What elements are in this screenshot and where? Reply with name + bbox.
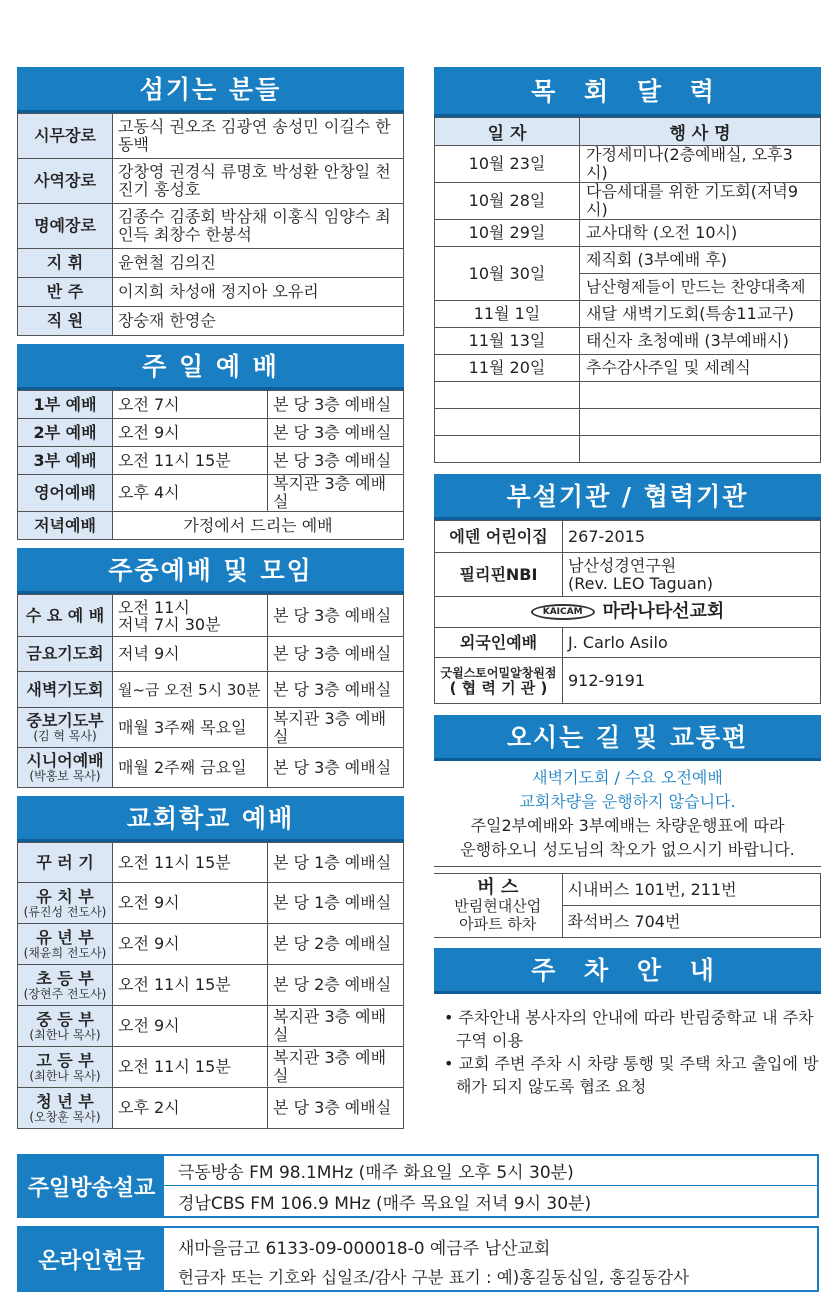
offering-line: 새마을금고 6133-09-000018-0 예금주 남산교회 [178, 1239, 551, 1259]
bus-route: 좌석버스 704번 [562, 906, 821, 938]
sunday-table [17, 390, 404, 540]
school-label-text: 중 등 부 [36, 1009, 94, 1029]
affiliate-label: 필리핀NBI [435, 553, 563, 597]
calendar-event: 다음세대를 위한 기도회(저녁9시) [580, 183, 821, 220]
servers-label: 반 주 [18, 278, 113, 307]
weekday-place: 본 당 3층 예배실 [268, 748, 404, 788]
affiliate-mission-row [435, 597, 821, 628]
parking-item: • 주차안내 봉사자의 안내에 따라 반림중학교 내 주차구역 이용 [444, 1008, 814, 1050]
sunday-header: 주 일 예 배 [17, 344, 404, 390]
school-leader: (최한나 목사) [29, 1027, 101, 1042]
school-label [18, 843, 113, 883]
school-time: 오전 9시 [113, 883, 268, 924]
servers-value: 김종수 김종회 박삼채 이홍식 임양수 최인득 최창수 한봉석 [113, 204, 404, 249]
school-time: 오전 11시 15분 [113, 843, 268, 883]
weekday-leader: (박홍보 목사) [29, 769, 101, 783]
servers-label: 시무장로 [18, 114, 113, 159]
servers-header: 섬기는 분들 [17, 67, 404, 113]
sunday-place: 복지관 3층 예배실 [268, 475, 404, 512]
sunday-evening-value: 가정에서 드리는 예배 [113, 512, 404, 540]
school-label [18, 883, 113, 924]
school-place: 본 당 3층 예배실 [268, 1088, 404, 1129]
school-label [18, 924, 113, 965]
servers-value: 장숭재 한영순 [113, 307, 404, 336]
directions-notice-line: 운행하오니 성도님의 착오가 없으시기 바랍니다. [460, 840, 795, 859]
calendar-date: 10월 29일 [435, 220, 580, 247]
school-leader: (오창훈 목사) [29, 1109, 101, 1124]
weekday-time: 매월 2주째 금요일 [113, 748, 268, 788]
calendar-empty [435, 409, 580, 436]
school-label-text: 청 년 부 [36, 1091, 94, 1111]
school-leader: (류진성 전도사) [23, 904, 107, 919]
sunday-time: 오전 7시 [113, 391, 268, 419]
calendar-empty [435, 436, 580, 463]
calendar-date: 11월 20일 [435, 355, 580, 382]
school-time: 오전 11시 15분 [113, 1047, 268, 1088]
school-leader: (채윤희 전도사) [23, 945, 107, 960]
parking-item: • 교회 주변 주차 시 차량 통행 및 주택 차고 출입에 방해가 되지 않도록 협조 요청 [444, 1054, 819, 1096]
directions-notice [434, 761, 821, 867]
directions-notice-line: 새벽기도회 / 수요 오전예배 [532, 768, 723, 787]
weekday-time: 오전 11시 저녁 7시 30분 [113, 595, 268, 637]
weekday-place: 본 당 3층 예배실 [268, 637, 404, 672]
school-table [17, 842, 404, 1129]
calendar-col-event: 행 사 명 [580, 118, 821, 146]
sunday-evening-label: 저녁예배 [18, 512, 113, 540]
weekday-label-text: 시니어예배 [26, 751, 104, 770]
affiliate-label-sub: ( 협 력 기 관 ) [449, 678, 548, 697]
school-time: 오후 2시 [113, 1088, 268, 1129]
sunday-place: 본 당 3층 예배실 [268, 391, 404, 419]
kaicam-logo: KAICAM [531, 604, 595, 620]
calendar-event: 남산형제들이 만드는 찬양대축제 [580, 274, 821, 301]
school-place: 본 당 1층 예배실 [268, 883, 404, 924]
parking-header: 주 차 안 내 [434, 948, 821, 994]
weekday-time: 매월 3주째 목요일 [113, 708, 268, 748]
affiliate-mission-name: 마라나타선교회 [602, 601, 725, 622]
servers-value: 윤현철 김의진 [113, 249, 404, 278]
offering-box [17, 1226, 819, 1292]
weekday-label [18, 708, 113, 748]
calendar-date: 10월 23일 [435, 146, 580, 183]
school-place: 본 당 2층 예배실 [268, 965, 404, 1006]
school-place: 복지관 3층 예배실 [268, 1006, 404, 1047]
bus-table [434, 873, 821, 938]
school-label-text: 유 치 부 [36, 886, 94, 906]
school-label-text: 초 등 부 [36, 968, 94, 988]
bus-label: 버 스 [477, 876, 519, 898]
sunday-time: 오후 4시 [113, 475, 268, 512]
bus-route: 시내버스 101번, 211번 [562, 874, 821, 906]
calendar-header: 목 회 달 력 [434, 67, 821, 117]
weekday-label [18, 748, 113, 788]
broadcast-line: 극동방송 FM 98.1MHz (매주 화요일 오후 5시 30분) [164, 1156, 817, 1186]
right-column [434, 67, 821, 1098]
school-time: 오전 9시 [113, 924, 268, 965]
broadcast-line: 경남CBS FM 106.9 MHz (매주 목요일 저녁 9시 30분) [178, 1193, 592, 1214]
bus-label-cell [434, 874, 562, 938]
affiliate-value: 남산성경연구원 (Rev. LEO Taguan) [563, 553, 821, 597]
school-label [18, 1047, 113, 1088]
weekday-time: 월~금 오전 5시 30분 [113, 672, 268, 708]
calendar-col-date: 일 자 [435, 118, 580, 146]
affiliates-table [434, 520, 821, 704]
sunday-label: 1부 예배 [18, 391, 113, 419]
calendar-date: 10월 30일 [435, 247, 580, 301]
sunday-place: 본 당 3층 예배실 [268, 447, 404, 475]
directions-notice-line: 주일2부예배와 3부예배는 차량운행표에 따라 [470, 816, 785, 835]
left-column [17, 67, 404, 1129]
directions-notice-line: 교회차량을 운행하지 않습니다. [519, 792, 736, 811]
affiliate-value: 912-9191 [563, 658, 821, 704]
calendar-table [434, 117, 821, 463]
affiliate-label [435, 658, 563, 704]
calendar-event: 추수감사주일 및 세례식 [580, 355, 821, 382]
calendar-date: 11월 13일 [435, 328, 580, 355]
school-place: 복지관 3층 예배실 [268, 1047, 404, 1088]
calendar-event: 태신자 초청예배 (3부예배시) [580, 328, 821, 355]
weekday-label: 금요기도회 [18, 637, 113, 672]
weekday-time: 저녁 9시 [113, 637, 268, 672]
weekday-place: 본 당 3층 예배실 [268, 595, 404, 637]
calendar-empty [580, 409, 821, 436]
broadcast-box [17, 1154, 819, 1218]
school-label [18, 1006, 113, 1047]
offering-lines [164, 1228, 817, 1290]
weekday-place: 복지관 3층 예배실 [268, 708, 404, 748]
servers-value: 이지희 차성애 정지아 오유리 [113, 278, 404, 307]
calendar-date: 10월 28일 [435, 183, 580, 220]
calendar-event: 제직회 (3부예배 후) [580, 247, 821, 274]
weekday-place: 본 당 3층 예배실 [268, 672, 404, 708]
school-time: 오전 9시 [113, 1006, 268, 1047]
sunday-time: 오전 11시 15분 [113, 447, 268, 475]
calendar-empty [580, 382, 821, 409]
sunday-label: 영어예배 [18, 475, 113, 512]
weekday-table [17, 594, 404, 788]
servers-label: 사역장로 [18, 159, 113, 204]
calendar-event: 교사대학 (오전 10시) [580, 220, 821, 247]
affiliate-label: 에덴 어린이집 [435, 521, 563, 553]
school-time: 오전 11시 15분 [113, 965, 268, 1006]
school-label-text: 고 등 부 [36, 1050, 94, 1070]
servers-value: 고동식 권오조 김광연 송성민 이길수 한동백 [113, 114, 404, 159]
weekday-label: 새벽기도회 [18, 672, 113, 708]
weekday-leader: (김 혁 목사) [33, 729, 97, 743]
affiliates-header: 부설기관 / 협력기관 [434, 474, 821, 520]
broadcast-label: 주일방송설교 [19, 1156, 164, 1216]
offering-line: 헌금자 또는 기호와 십일조/감사 구분 표기 : 예)홍길동십일, 홍길동감사 [178, 1267, 690, 1287]
sunday-label: 3부 예배 [18, 447, 113, 475]
school-header: 교회학교 예배 [17, 796, 404, 842]
calendar-empty [435, 382, 580, 409]
sunday-place: 본 당 3층 예배실 [268, 419, 404, 447]
affiliate-value: J. Carlo Asilo [563, 628, 821, 658]
school-label-text: 유 년 부 [36, 927, 94, 947]
weekday-label: 수 요 예 배 [18, 595, 113, 637]
school-label [18, 1088, 113, 1129]
weekday-label-text: 중보기도부 [26, 711, 104, 730]
servers-value: 강창영 권경식 류명호 박성환 안창일 천진기 홍성호 [113, 159, 404, 204]
calendar-event: 새달 새벽기도회(특송11교구) [580, 301, 821, 328]
parking-list [434, 1006, 821, 1098]
bus-stop: 반림현대산업 아파트 하차 [454, 896, 542, 933]
school-leader: (최한나 목사) [29, 1068, 101, 1083]
sunday-time: 오전 9시 [113, 419, 268, 447]
servers-label: 직 원 [18, 307, 113, 336]
school-label [18, 965, 113, 1006]
calendar-empty [580, 436, 821, 463]
sunday-label: 2부 예배 [18, 419, 113, 447]
calendar-event: 가정세미나(2층예배실, 오후3시) [580, 146, 821, 183]
servers-table [17, 113, 404, 336]
servers-label: 명예장로 [18, 204, 113, 249]
school-leader: (장현주 전도사) [23, 986, 107, 1001]
calendar-date: 11월 1일 [435, 301, 580, 328]
servers-label: 지 휘 [18, 249, 113, 278]
school-place: 본 당 2층 예배실 [268, 924, 404, 965]
offering-label: 온라인헌금 [19, 1228, 164, 1290]
weekday-header: 주중예배 및 모임 [17, 548, 404, 594]
school-label-text: 꾸 러 기 [36, 852, 94, 872]
directions-header: 오시는 길 및 교통편 [434, 715, 821, 761]
affiliate-label-text: 굿윌스토어밀알창원점 [440, 665, 557, 680]
affiliate-value: 267-2015 [563, 521, 821, 553]
broadcast-lines [164, 1156, 817, 1216]
school-place: 본 당 1층 예배실 [268, 843, 404, 883]
affiliate-label: 외국인예배 [435, 628, 563, 658]
